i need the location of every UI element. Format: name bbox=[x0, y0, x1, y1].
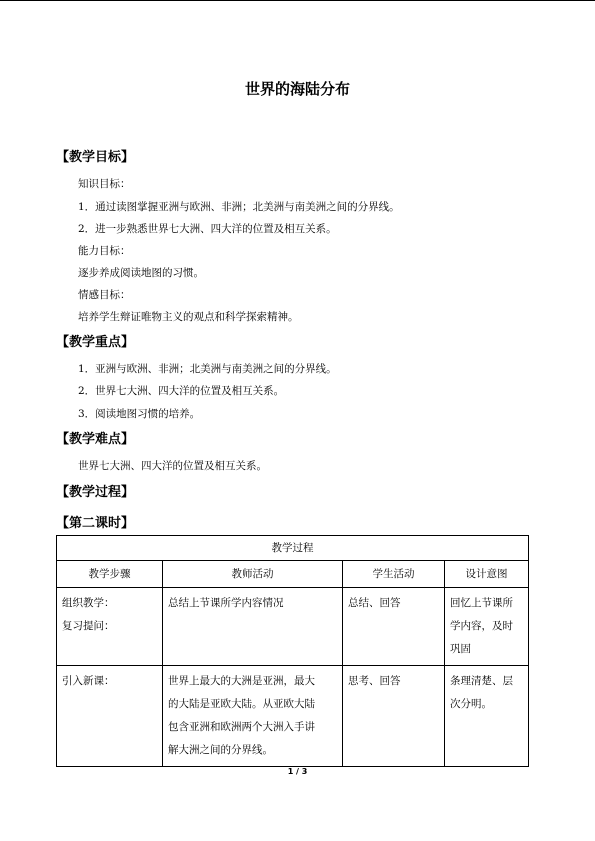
page-number: 1 / 3 bbox=[287, 767, 308, 776]
objective-line: 1．通过读图掌握亚洲与欧洲、非洲；北美洲与南美洲之间的分界线。 bbox=[78, 201, 400, 213]
cell-teacher bbox=[163, 588, 343, 666]
cell-intent bbox=[445, 588, 529, 666]
cell-line: 解大洲之间的分界线。 bbox=[168, 744, 273, 756]
cell-line: 思考、回答 bbox=[348, 675, 401, 687]
table-row bbox=[57, 666, 529, 767]
section-heading-key-points: 【教学重点】 bbox=[56, 335, 135, 350]
objective-line: 培养学生辩证唯物主义的观点和科学探索精神。 bbox=[78, 311, 299, 323]
table-header-row bbox=[57, 561, 529, 588]
section-heading-process: 【教学过程】 bbox=[56, 485, 135, 500]
table-caption: 教学过程 bbox=[57, 536, 529, 561]
objective-line: 情感目标： bbox=[78, 289, 131, 301]
cell-line: 总结、回答 bbox=[348, 597, 401, 609]
cell-student bbox=[343, 666, 445, 767]
table-row bbox=[57, 588, 529, 666]
column-header-intent: 设计意图 bbox=[445, 561, 529, 588]
section-heading-difficulties: 【教学难点】 bbox=[56, 432, 135, 447]
objective-line: 逐步养成阅读地图的习惯。 bbox=[78, 267, 204, 279]
objective-line: 2．进一步熟悉世界七大洲、四大洋的位置及相互关系。 bbox=[78, 223, 337, 235]
cell-line: 学内容，及时 bbox=[450, 620, 513, 632]
cell-line: 总结上节课所学内容情况 bbox=[168, 597, 284, 609]
header-rule bbox=[0, 0, 595, 1]
cell-line: 包含亚洲和欧洲两个大洲入手讲 bbox=[168, 721, 315, 733]
cell-line: 次分明。 bbox=[450, 698, 492, 710]
key-point-line: 2．世界七大洲、四大洋的位置及相互关系。 bbox=[78, 385, 285, 397]
cell-line: 回忆上节课所 bbox=[450, 597, 513, 609]
cell-line: 条理清楚、层 bbox=[450, 675, 513, 687]
key-point-line: 1．亚洲与欧洲、非洲；北美洲与南美洲之间的分界线。 bbox=[78, 363, 337, 375]
column-header-teacher: 教师活动 bbox=[163, 561, 343, 588]
column-header-student: 学生活动 bbox=[343, 561, 445, 588]
objective-line: 知识目标： bbox=[78, 178, 131, 190]
cell-line: 巩固 bbox=[450, 643, 471, 655]
section-heading-second-lesson: 【第二课时】 bbox=[56, 516, 135, 531]
key-point-line: 3．阅读地图习惯的培养。 bbox=[78, 408, 201, 420]
column-header-step: 教学步骤 bbox=[57, 561, 163, 588]
difficulty-line: 世界七大洲、四大洋的位置及相互关系。 bbox=[78, 460, 267, 472]
cell-line: 的大陆是亚欧大陆。从亚欧大陆 bbox=[168, 698, 315, 710]
cell-line: 复习提问： bbox=[62, 620, 115, 632]
cell-teacher bbox=[163, 666, 343, 767]
document-title: 世界的海陆分布 bbox=[244, 80, 350, 98]
cell-line: 组织教学： bbox=[62, 597, 115, 609]
cell-step bbox=[57, 666, 163, 767]
section-heading-objectives: 【教学目标】 bbox=[56, 150, 135, 165]
objective-line: 能力目标： bbox=[78, 245, 131, 257]
cell-student bbox=[343, 588, 445, 666]
teaching-process-table bbox=[56, 535, 529, 767]
cell-intent bbox=[445, 666, 529, 767]
cell-step bbox=[57, 588, 163, 666]
cell-line: 世界上最大的大洲是亚洲，最大 bbox=[168, 675, 315, 687]
cell-line: 引入新课： bbox=[62, 675, 115, 687]
